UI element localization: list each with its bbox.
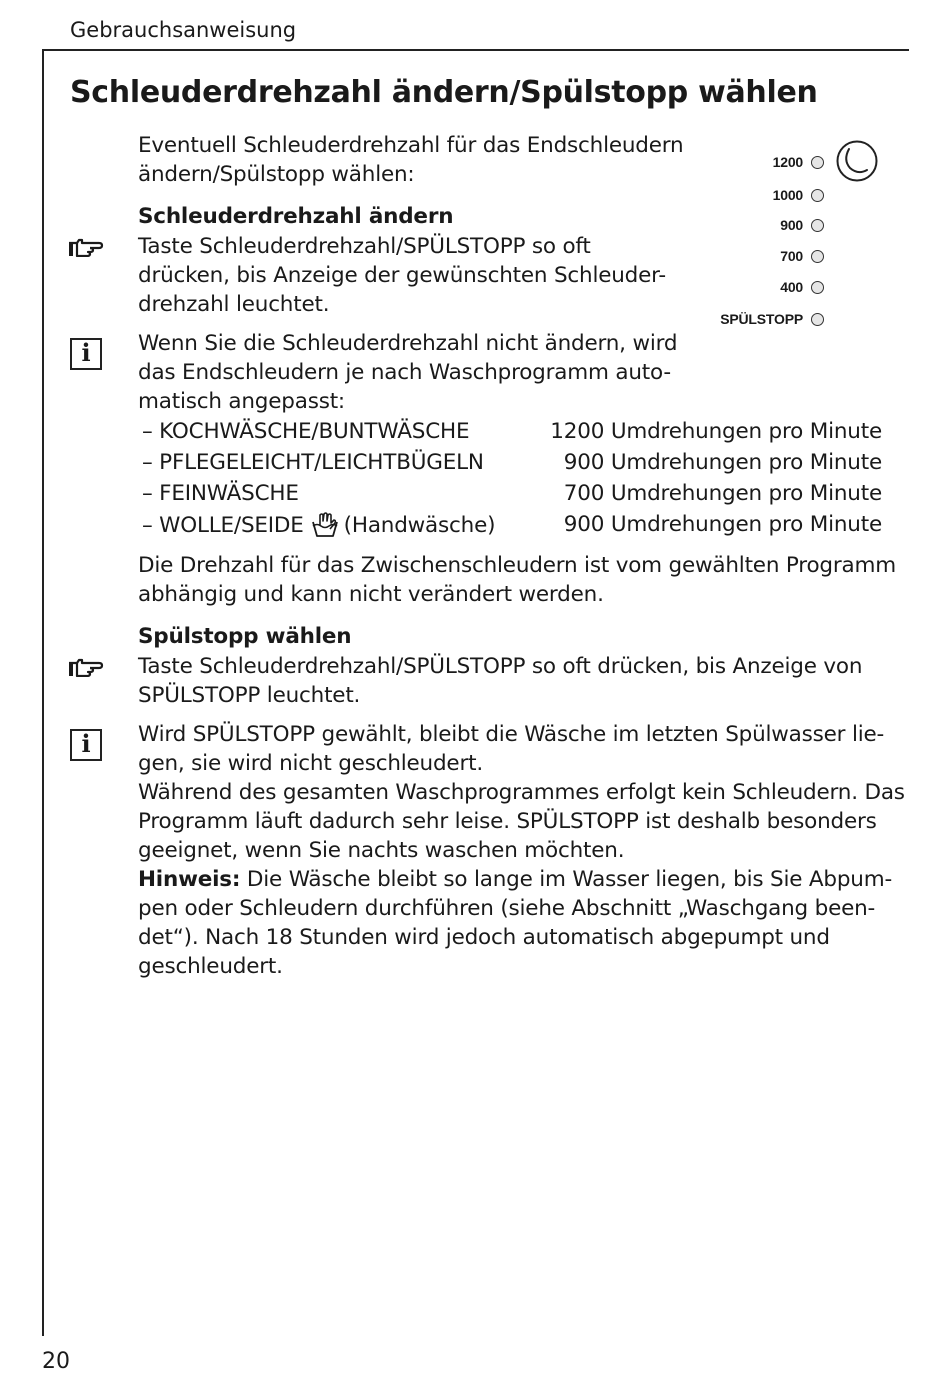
spin-knob-icon [836,140,878,182]
note-line: geschleudert. [138,954,283,979]
spin-table-row [142,450,882,481]
info-line: geeignet, wenn Sie nachts waschen möchten. [138,838,625,863]
section-heading-rinse-hold: Spülstopp wählen [138,624,352,649]
spin-speed-value: 1200 Umdrehungen pro Minute [550,419,882,444]
intermediate-spin-text [138,551,896,609]
led-light [811,250,824,263]
led-label: 1000 [772,187,803,203]
led-label: 1200 [772,154,803,170]
info-line: Wenn Sie die Schleuderdrehzahl nicht ändern, wird [138,331,678,356]
info-line: Programm läuft dadurch sehr leise. SPÜLSTOPP ist deshalb besonders [138,809,877,834]
program-name: – WOLLE/SEIDE [142,512,304,538]
led-label: SPÜLSTOPP [720,311,803,327]
note-label: Hinweis: [138,867,241,892]
program-name: – FEINWÄSCHE [142,481,299,506]
led-light [811,281,824,294]
step-line: SPÜLSTOPP leuchtet. [138,683,361,708]
led-label: 700 [780,248,803,264]
text-line: Die Drehzahl für das Zwischenschleudern ist vom gewählten Programm [138,553,896,578]
led-indicator-400 [780,277,824,297]
intro-text [138,131,683,189]
led-indicator-700 [780,246,824,266]
note-line: det“). Nach 18 Stunden wird jedoch automatisch abgepumpt und [138,925,830,950]
spin-speed-value: 900 Umdrehungen pro Minute [563,512,882,537]
section-heading-spin-speed: Schleuderdrehzahl ändern [138,204,454,229]
note-text: Die Wäsche bleibt so lange im Wasser liegen, bis Sie Abpum- [240,867,893,892]
page-number: 20 [42,1349,70,1374]
led-light [811,313,824,326]
led-label: 400 [780,279,803,295]
spin-table-row [142,419,882,450]
note-line [138,865,905,894]
info-line: Während des gesamten Waschprogrammes erfolgt kein Schleudern. Das [138,780,905,805]
program-cell [142,512,495,538]
info-text-spin-speed [138,329,677,416]
step-line: Taste Schleuderdrehzahl/SPÜLSTOPP so oft drücken, bis Anzeige von [138,654,863,679]
led-indicator-900 [780,215,824,235]
led-light [811,189,824,202]
spin-speed-value: 900 Umdrehungen pro Minute [563,450,882,475]
info-icon: i [70,729,102,761]
program-name: – PFLEGELEICHT/LEICHTBÜGELN [142,450,484,475]
info-line: matisch angepasst: [138,389,345,414]
pointing-hand-icon [68,657,104,677]
program-name: – KOCHWÄSCHE/BUNTWÄSCHE [142,419,470,444]
led-indicator-1000 [773,185,824,205]
info-icon: i [70,338,102,370]
header-divider [43,49,909,51]
page-title: Schleuderdrehzahl ändern/Spülstopp wählen [70,75,818,110]
info-line: gen, sie wird nicht geschleudert. [138,751,483,776]
step-text-spin-speed [138,232,666,319]
spin-speed-table [142,419,882,543]
program-suffix: (Handwäsche) [343,512,496,538]
handwash-icon [310,512,340,538]
step-line: drehzahl leuchtet. [138,292,330,317]
spin-speed-value: 700 Umdrehungen pro Minute [563,481,882,506]
info-text-rinse-hold [138,720,905,981]
left-margin-rule [42,49,44,1336]
pointing-hand-icon [68,237,104,257]
step-line: drücken, bis Anzeige der gewünschten Schleuder- [138,263,666,288]
text-line: abhängig und kann nicht verändert werden. [138,582,604,607]
step-text-rinse-hold [138,652,862,710]
note-line: pen oder Schleudern durchführen (siehe Abschnitt „Waschgang been- [138,896,876,921]
spin-control-panel [700,140,890,340]
led-label: 900 [780,217,803,233]
intro-line: ändern/Spülstopp wählen: [138,162,415,187]
spin-table-row [142,512,882,543]
spin-table-row [142,481,882,512]
step-line: Taste Schleuderdrehzahl/SPÜLSTOPP so oft [138,234,591,259]
info-line: Wird SPÜLSTOPP gewählt, bleibt die Wäsche im letzten Spülwasser lie- [138,722,885,747]
led-light [811,219,824,232]
intro-line: Eventuell Schleuderdrehzahl für das Endschleudern [138,133,684,158]
led-indicator-rinse-hold [720,309,824,329]
led-indicator-1200 [773,152,824,172]
led-light [811,156,824,169]
header-label: Gebrauchsanweisung [70,18,297,42]
info-line: das Endschleudern je nach Waschprogramm auto- [138,360,671,385]
